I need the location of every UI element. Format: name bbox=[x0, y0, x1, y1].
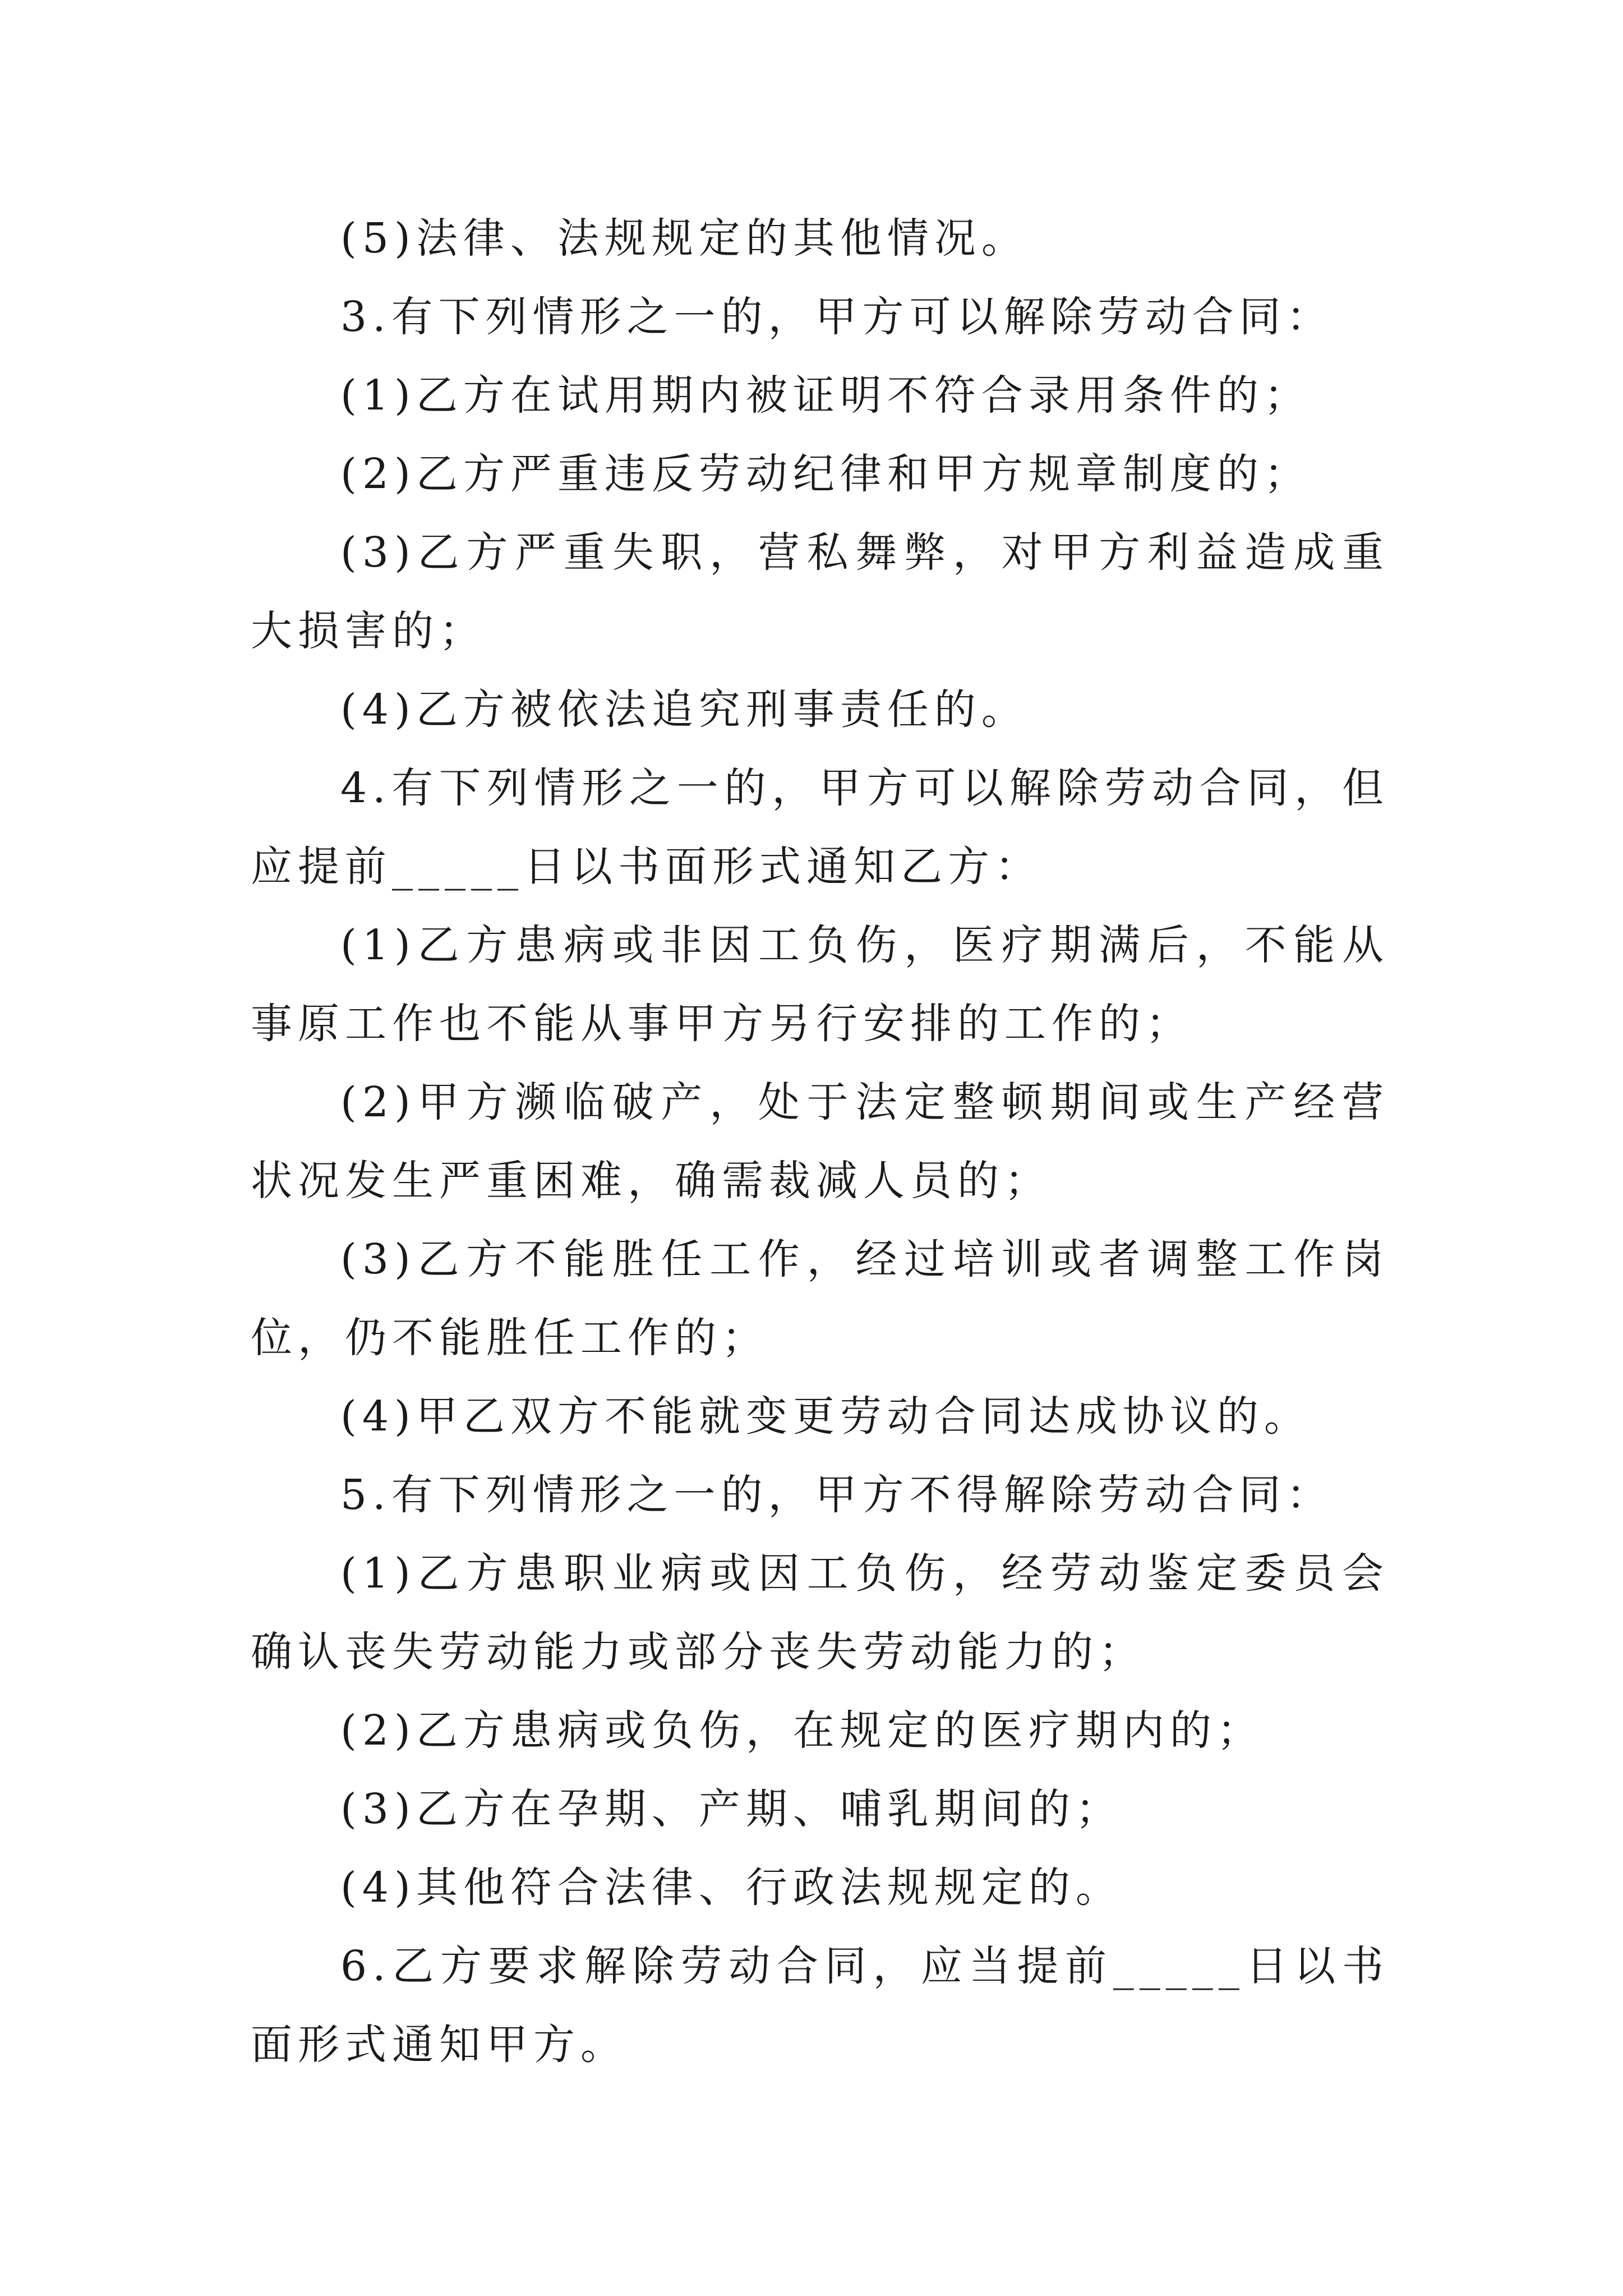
paragraph: 3.有下列情形之一的，甲方可以解除劳动合同： bbox=[340, 293, 1334, 341]
paragraph: (2)乙方严重违反劳动纪律和甲方规章制度的； bbox=[340, 450, 1311, 498]
paragraph: (4)乙方被依法追究刑事责任的。 bbox=[340, 685, 1029, 734]
paragraph: (2)甲方濒临破产，处于法定整顿期间或生产经营状况发生严重困难，确需裁减人员的； bbox=[251, 1078, 1389, 1205]
document-body bbox=[251, 199, 1389, 2084]
paragraph: 4.有下列情形之一的，甲方可以解除劳动合同，但应提前_____日以书面形式通知乙方： bbox=[251, 764, 1389, 891]
paragraph: (4)其他符合法律、行政法规规定的。 bbox=[340, 1864, 1123, 1912]
paragraph: (3)乙方严重失职，营私舞弊，对甲方利益造成重大损害的； bbox=[251, 528, 1389, 655]
paragraph: (2)乙方患病或负伤，在规定的医疗期内的； bbox=[340, 1706, 1264, 1755]
paragraph: (3)乙方不能胜任工作，经过培训或者调整工作岗位，仍不能胜任工作的； bbox=[251, 1235, 1389, 1362]
paragraph: (4)甲乙双方不能就变更劳动合同达成协议的。 bbox=[340, 1392, 1311, 1441]
paragraph: (5)法律、法规规定的其他情况。 bbox=[340, 214, 1029, 263]
paragraph: (1)乙方在试用期内被证明不符合录用条件的； bbox=[340, 371, 1311, 420]
paragraph: (1)乙方患职业病或因工负伤，经劳动鉴定委员会确认丧失劳动能力或部分丧失劳动能力的； bbox=[251, 1549, 1389, 1676]
paragraph: 6.乙方要求解除劳动合同，应当提前_____日以书面形式通知甲方。 bbox=[251, 1942, 1389, 2069]
paragraph: (1)乙方患病或非因工负伤，医疗期满后，不能从事原工作也不能从事甲方另行安排的工作的； bbox=[251, 921, 1389, 1048]
paragraph: (3)乙方在孕期、产期、哺乳期间的； bbox=[340, 1785, 1123, 1833]
paragraph: 5.有下列情形之一的，甲方不得解除劳动合同： bbox=[340, 1471, 1334, 1519]
